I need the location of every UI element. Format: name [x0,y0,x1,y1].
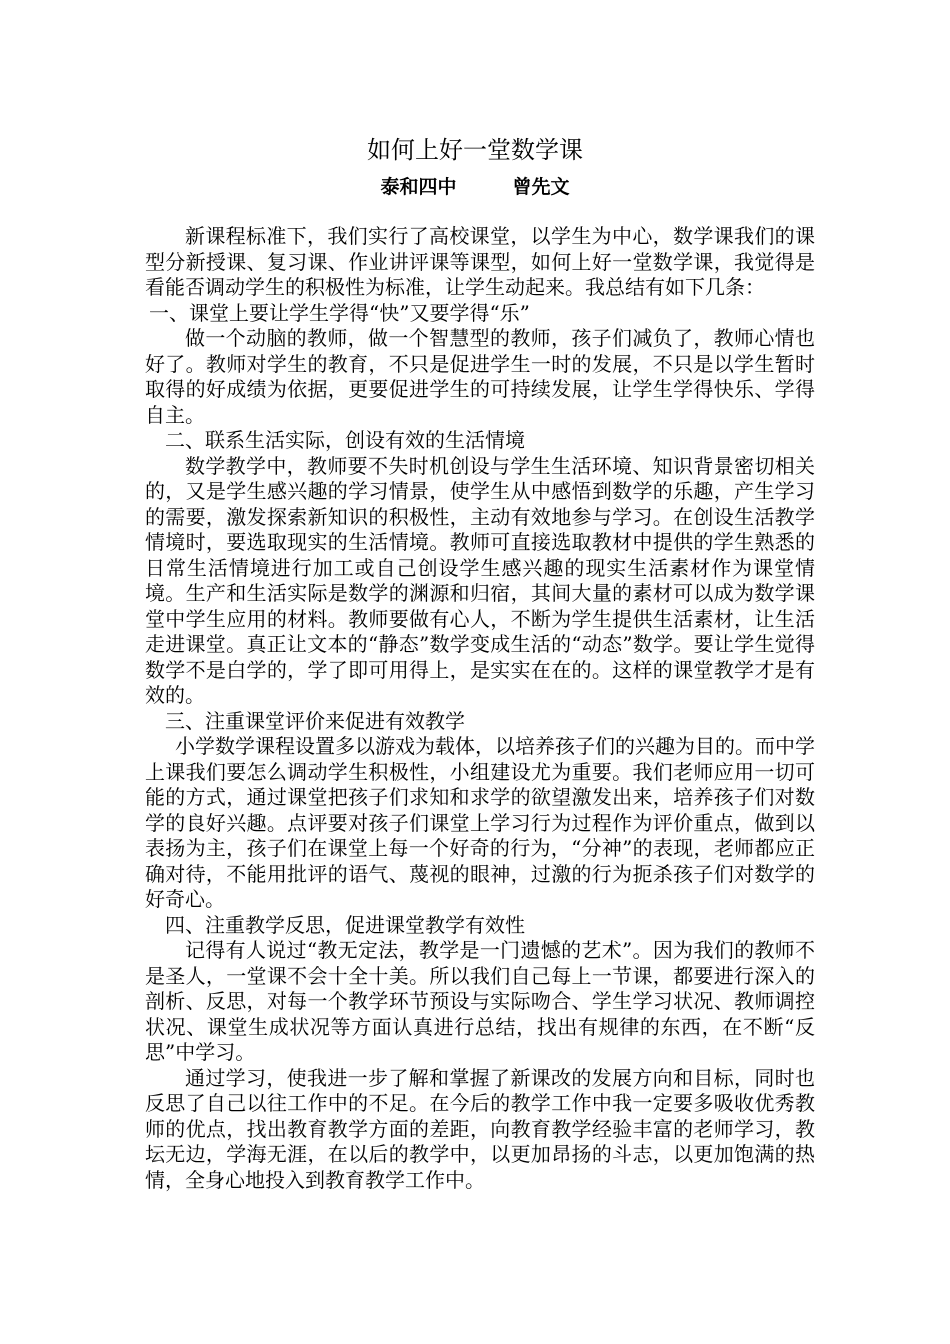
section-2-paragraph: 数学教学中，教师要不失时机创设与学生生活环境、知识背景密切相关的，又是学生感兴趣的学习情景，使学生从中感悟到数学的乐趣，产生学习的需要，激发探索新知识的积极性，主动有效地参与学习。在创设生活教学情境时，要选取现实的生活情境。教师可直接选取教材中提供的学生熟悉的日常生活情境进行加工或自己创设学生感兴趣的现实生活素材作为课堂情境。生产和生活实际是数学的渊源和归宿，其间大量的素材可以成为数学课堂中学生应用的材料。教师要做有心人，不断为学生提供生活素材，让生活走进课堂。真正让文本的“静态”数学变成生活的“动态”数学。要让学生觉得数学不是白学的，学了即可用得上，是实实在在的。这样的课堂教学才是有效的。 [145,453,815,707]
section-1-paragraph: 做一个动脑的教师，做一个智慧型的教师，孩子们减负了，教师心情也好了。教师对学生的教育，不只是促进学生一时的发展，不只是以学生暂时取得的好成绩为依据，更要促进学生的可持续发展，让学生学得快乐、学得自主。 [145,326,815,427]
section-heading-3: 三、注重课堂评价来促进有效教学 [165,708,465,733]
intro-paragraph: 新课程标准下，我们实行了高校课堂，以学生为中心，数学课我们的课型分新授课、复习课、作业讲评课等课型，如何上好一堂数学课，我觉得是看能否调动学生的积极性为标准，让学生动起来。我总结有如下几条： [145,224,815,299]
section-heading-2: 二、联系生活实际，创设有效的生活情境 [165,428,525,452]
author-byline [0,174,950,200]
section-4-paragraph: 记得有人说过“教无定法，教学是一门遗憾的艺术”。因为我们的教师不是圣人，一堂课不会十全十美。所以我们自己每上一节课，都要进行深入的剖析、反思，对每一个教学环节预设与实际吻合、学生学习状况、教师调控状况、课堂生成状况等方面认真进行总结，找出有规律的东西，在不断“反思”中学习。 [145,938,815,1064]
document-title: 如何上好一堂数学课 [367,136,583,164]
section-heading-1: 一、课堂上要让学生学得“快”又要学得“乐” [149,300,530,325]
section-3-paragraph: 小学数学课程设置多以游戏为载体，以培养孩子们的兴趣为目的。而中学上课我们要怎么调动学生积极性，小组建设尤为重要。我们老师应用一切可能的方式，通过课堂把孩子们求知和求学的欲望激发出来，培养孩子们对数学的良好兴趣。点评要对孩子们课堂上学习行为过程作为评价重点，做到以表扬为主，孩子们在课堂上每一个好奇的行为，“分神”的表现，老师都应正确对待，不能用批评的语气、蔑视的眼神，过激的行为扼杀孩子们对数学的好奇心。 [145,734,815,911]
author-name: 曾先文 [512,176,570,198]
conclusion-paragraph: 通过学习，使我进一步了解和掌握了新课改的发展方向和目标，同时也反思了自己以往工作中的不足。在今后的教学工作中我一定要多吸收优秀教师的优点，找出教育教学方面的差距，向教育教学经验丰富的老师学习，教坛无边，学海无涯，在以后的教学中，以更加昂扬的斗志，以更加饱满的热情，全身心地投入到教育教学工作中。 [145,1065,815,1192]
author-school: 泰和四中 [380,176,457,198]
section-heading-4: 四、注重教学反思，促进课堂教学有效性 [165,912,525,937]
document-body [145,224,815,1193]
